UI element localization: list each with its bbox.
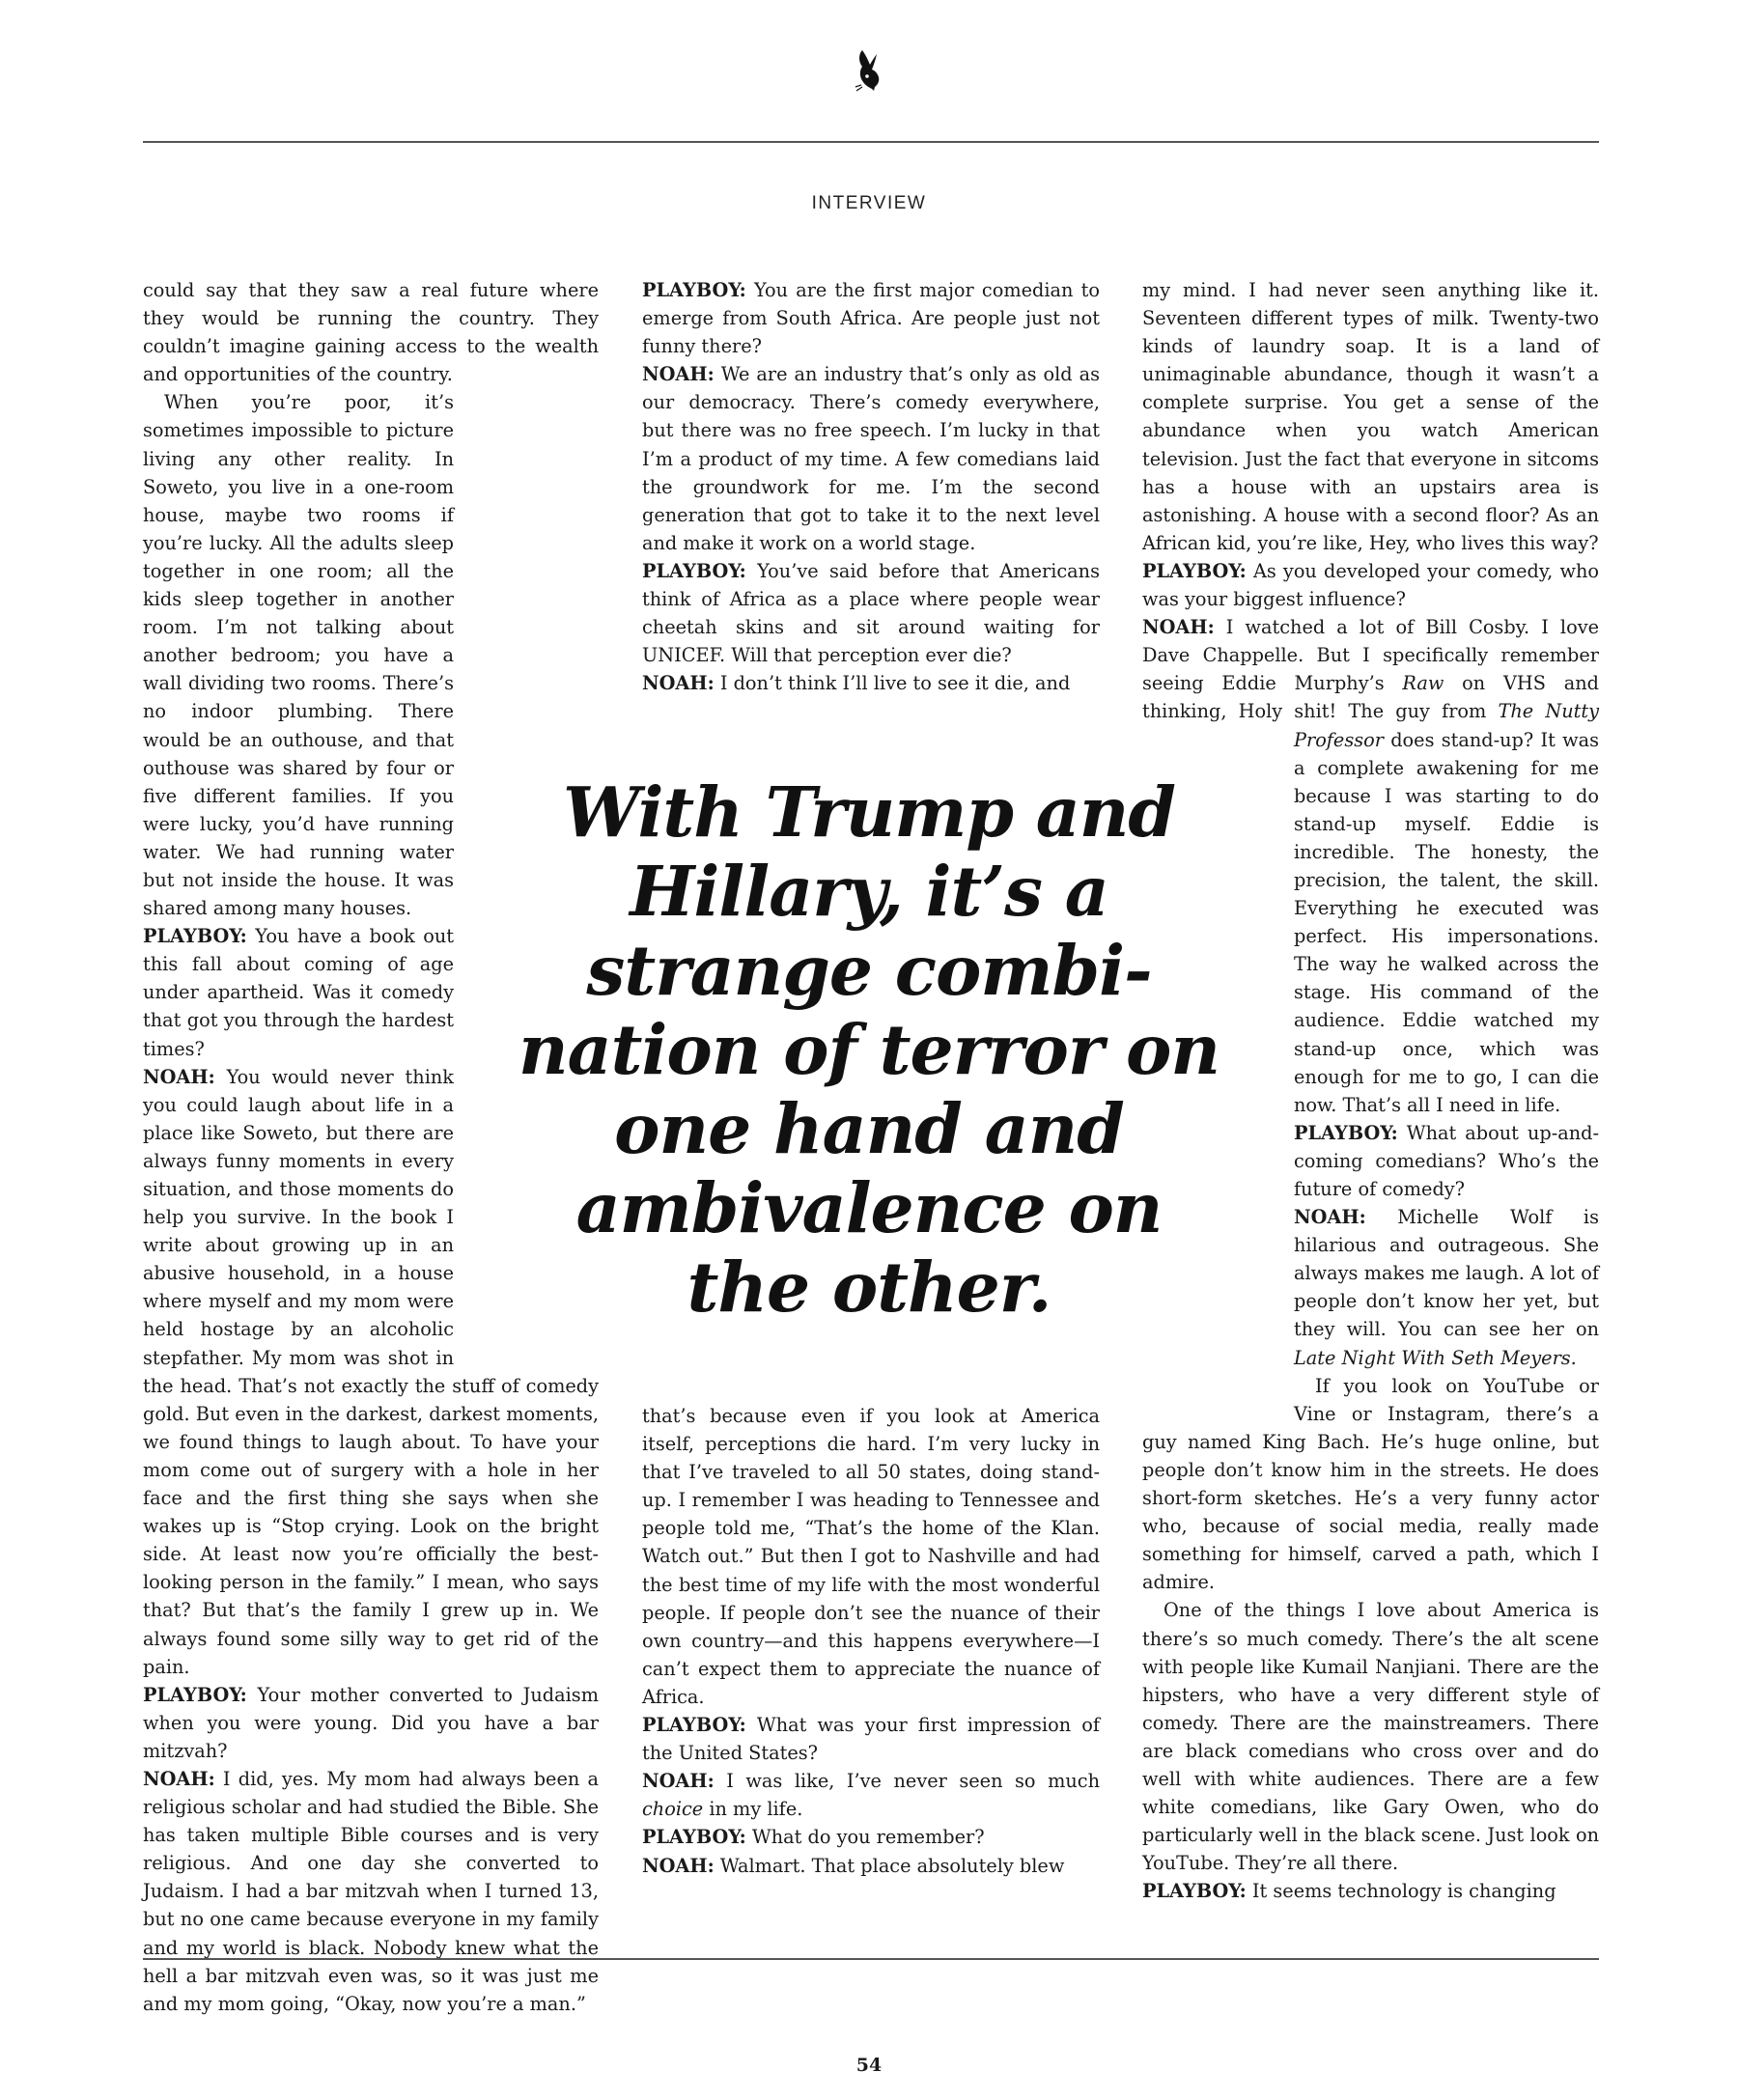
speaker-label: PLAYBOY: [642, 559, 746, 582]
qa-text: You’ve said before that Americans think of Africa as a place where people wear cheetah skins and sit around waiting for UNICEF. Will that perception ever die? [642, 559, 1100, 667]
qa-text: does stand-up? It was a complete awakening for me because I was starting to do stand-up myself. Eddie is incredible. The honesty, the precision, the talent, the skill. Everything he executed was perfect. His impersonations. The way he walked across the stage. His command of the audience. Eddie watched my stand-up once, which was enough for me to go, I can die now. That’s all I need in life. [1294, 728, 1599, 1116]
paragraph: could say that they saw a real future where they would be running the country. They couldn’t imagine gaining access to the wealth and opportunities of the country. [143, 279, 599, 386]
speaker-label: PLAYBOY: [1142, 559, 1247, 582]
speaker-label: NOAH: [143, 1767, 215, 1790]
qa-text: I did, yes. My mom had always been a religious scholar and had studied the Bible. She has taken multiple Bible courses and is very religious. And one day she converted to Judaism. I had a bar mitzvah when I turned 13, but no one came because everyone in my family and my world is black. Nobody knew what the hell a bar mitzvah even was, so it was just me and my mom going, “Okay, now you’re a man.” [143, 1767, 599, 2015]
speaker-label: PLAYBOY: [1142, 1880, 1247, 1903]
pull-quote: With Trump and Hillary, it’s a strange combi-nation of terror on one hand and ambivalence on the other. [519, 771, 1219, 1328]
paragraph: One of the things I love about America is there’s so much comedy. There’s the alt scene with people like Kumail Nanjiani. There are the hipsters, who have a very different style of comedy. There are the mainstreamers. There are black comedians who cross over and do well with white audiences. There are a few white comedians, like Gary Owen, who do particularly well in the black scene. Just look on YouTube. They’re all there. [1142, 1599, 1599, 1875]
qa-text: We are an industry that’s only as old as our democracy. There’s comedy everywhere, but there was no free speech. I’m lucky in that I’m a product of my time. A few comedians laid the groundwork for me. I’m the second generation that got to take it to the next level and make it work on a world stage. [642, 363, 1100, 554]
qa-text: Your mother converted to Judaism when you were young. Did you have a bar mitzvah? [143, 1683, 599, 1762]
qa-text: What about up-and-coming comedians? Who’s the future of comedy? [1294, 1121, 1599, 1200]
speaker-label: NOAH: [143, 1065, 215, 1088]
qa-text: It seems technology is changing [1246, 1880, 1556, 1903]
qa-paragraph [642, 669, 1100, 697]
top-rule [143, 141, 1599, 143]
qa-paragraph [642, 557, 1100, 669]
paragraph: If you look on YouTube or Vine or Instagram, there’s a guy named King Bach. He’s huge online, but people don’t know him in the streets. He does short-form sketches. He’s a very funny actor who, because of social media, really made something for himself, carved a path, which I admire. [1142, 1374, 1599, 1594]
speaker-label: PLAYBOY: [143, 1683, 247, 1706]
qa-paragraph [642, 1711, 1100, 1767]
speaker-label: NOAH: [642, 1770, 715, 1793]
qa-text: Michelle Wolf is hilarious and outrageous. She always makes me laugh. A lot of people don’t know her yet, but they will. You can see her on [1294, 1206, 1599, 1341]
speaker-label: NOAH: [642, 672, 715, 695]
qa-paragraph [1142, 613, 1599, 1119]
qa-text: I don’t think I’ll live to see it die, and [714, 672, 1071, 695]
qa-italic: Late Night With Seth Meyers. [1294, 1346, 1577, 1369]
paragraph-text: When you’re poor, it’s sometimes impossible to picture living any other reality. In Soweto, you live in a one-room house, maybe two rooms if you’re lucky. All the adults sleep together in one room; all the kids sleep together in another room. I’m not talking about another bedroom; you have a wall dividing two rooms. There’s no indoor plumbing. There would be an outhouse, and that outhouse was shared by four or five different families. If you were lucky, you’d have running water. We had running water but not inside the house. It was shared among many houses. [143, 391, 454, 920]
qa-text: Walmart. That place absolutely blew [714, 1854, 1065, 1877]
qa-paragraph [1142, 557, 1599, 613]
qa-paragraph [642, 360, 1100, 557]
qa-paragraph [642, 276, 1100, 360]
bottom-rule [143, 1958, 1599, 1960]
qa-text: in my life. [703, 1798, 803, 1821]
qa-text: You have a book out this fall about coming of age under apartheid. Was it comedy that got you through the hardest times? [143, 925, 454, 1060]
qa-text: I watched a lot of Bill Cosby. I love Dave Chappelle. But I specifically remember seeing Eddie Murphy’s [1142, 616, 1599, 695]
rabbit-head-logo-icon [854, 48, 884, 93]
qa-paragraph [642, 1823, 1100, 1851]
qa-italic: The Nutty Professor [1294, 700, 1600, 751]
qa-italic: choice [642, 1798, 704, 1821]
speaker-label: NOAH: [1294, 1206, 1366, 1229]
qa-text: on VHS and thinking, Holy shit! The guy from [1142, 672, 1599, 723]
qa-italic: Raw [1402, 672, 1444, 695]
qa-text: You would never think you could laugh about life in a place like Soweto, but there are always funny moments in every situation, and those moments do help you survive. In the book I write about growing up in an abusive household, in a house where myself and my mom were held hostage by an alcoholic stepfather. My mom was shot in the head. That’s not exactly the stuff of comedy gold. But even in the darkest, darkest moments, we found things to laugh about. To have your mom come out of surgery with a hole in her face and the first thing she says when she wakes up is “Stop crying. Look on the bright side. At least now you’re officially the best-looking person in the family.” I mean, who says that? But that’s the family I grew up in. We always found some silly way to get rid of the pain. [143, 1065, 599, 1678]
paragraph: that’s because even if you look at America itself, perceptions die hard. I’m very lucky in that I’ve traveled to all 50 states, doing stand-up. I remember I was heading to Tennessee and people told me, “That’s the home of the Klan. Watch out.” But then I got to Nashville and had the best time of my life with the most wonderful people. If people don’t see the nuance of their own country—and this happens everywhere—I can’t expect them to appreciate the nuance of Africa. [642, 1405, 1100, 1708]
speaker-label: PLAYBOY: [642, 1826, 746, 1849]
speaker-label: NOAH: [642, 1854, 715, 1877]
qa-text: You are the first major comedian to emerge from South Africa. Are people just not funny there? [642, 279, 1100, 358]
page-number: 54 [855, 2055, 883, 2076]
speaker-label: PLAYBOY: [143, 925, 247, 948]
qa-paragraph [143, 1681, 599, 1765]
speaker-label: NOAH: [1142, 616, 1215, 639]
speaker-label: NOAH: [642, 363, 715, 386]
speaker-label: PLAYBOY: [1294, 1121, 1398, 1144]
section-title: INTERVIEW [811, 193, 927, 213]
column-3 [1142, 276, 1599, 1905]
pull-quote-gap [1142, 726, 1294, 1402]
qa-paragraph [642, 1767, 1100, 1823]
speaker-label: PLAYBOY: [642, 1714, 746, 1737]
qa-paragraph [1142, 1877, 1599, 1905]
qa-text: What do you remember? [745, 1826, 985, 1849]
qa-text: What was your first impression of the United States? [642, 1714, 1100, 1765]
column-2-bottom [642, 1402, 1100, 1880]
qa-text: I was like, I’ve never seen so much [714, 1770, 1100, 1793]
speaker-label: PLAYBOY: [642, 279, 746, 301]
column-2-top [642, 276, 1100, 697]
paragraph: my mind. I had never seen anything like it. Seventeen different types of milk. Twenty-two kinds of laundry soap. It is a land of unimaginable abundance, though it wasn’t a complete surprise. You get a sense of the abundance when you watch American television. Just the fact that everyone in sitcoms has a house with an upstairs area is astonishing. A house with a second floor? As an African kid, you’re like, Hey, who lives this way? [1142, 279, 1599, 554]
qa-paragraph [143, 1765, 599, 2018]
qa-text: As you developed your comedy, who was your biggest influence? [1142, 559, 1599, 611]
qa-paragraph [642, 1852, 1100, 1880]
